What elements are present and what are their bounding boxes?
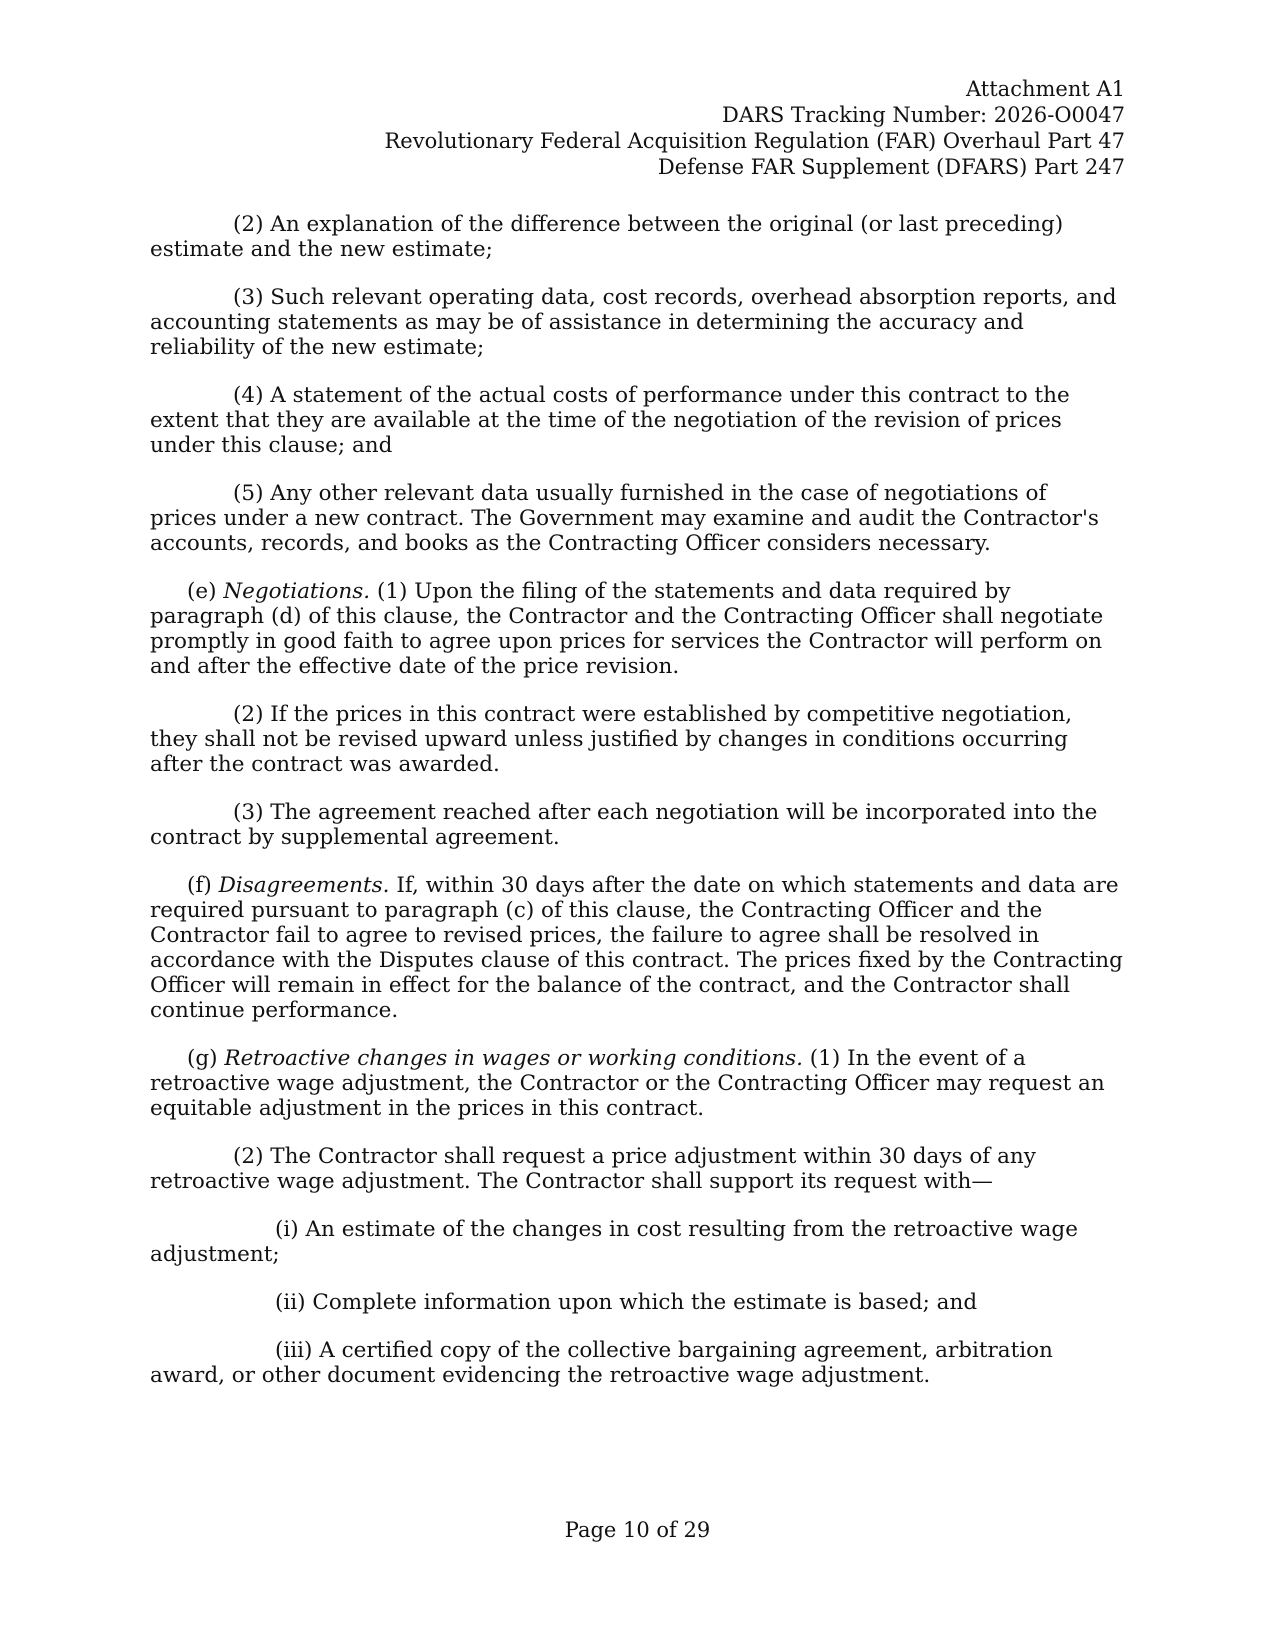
paragraph-g2-ii: (ii) Complete information upon which the estimate is based; and	[275, 1290, 978, 1315]
paragraph-f-prefix: (f)	[187, 873, 219, 898]
document-header	[385, 76, 1126, 180]
paragraph-g-text: (1) In the event of a retroactive wage adjustment, the Contractor or the Contracting Officer may request an equitable adjustment in the prices in this contract.	[150, 1046, 1105, 1121]
page-number: Page 10 of 29	[564, 1518, 711, 1542]
document-body	[150, 212, 1125, 1388]
paragraph-d4: (4) A statement of the actual costs of performance under this contract to the extent that they are available at the time of the negotiation of the revision of prices under this clause; and	[150, 383, 1070, 458]
paragraph-d2: (2) An explanation of the difference between the original (or last preceding) estimate and the new estimate;	[150, 212, 1064, 262]
paragraph-g-retroactive	[150, 1046, 1125, 1121]
paragraph-g2-iii: (iii) A certified copy of the collective bargaining agreement, arbitration award, or other document evidencing the retroactive wage adjustment.	[150, 1338, 1053, 1388]
paragraph-g-prefix: (g)	[187, 1046, 225, 1071]
paragraph-g2-i: (i) An estimate of the changes in cost resulting from the retroactive wage adjustment;	[150, 1217, 1078, 1267]
tracking-number: DARS Tracking Number: 2026-O0047	[722, 103, 1125, 127]
paragraph-e-prefix: (e)	[187, 579, 224, 604]
paragraph-g2: (2) The Contractor shall request a price adjustment within 30 days of any retroactive wage adjustment. The Contractor shall support its request with—	[150, 1144, 1036, 1194]
paragraph-f-heading: Disagreements.	[218, 873, 390, 898]
paragraph-e-text: (1) Upon the filing of the statements and data required by paragraph (d) of this clause, the Contractor and the Contracting Officer shall negotiate promptly in good faith to agree upon prices for services the Contractor will perform on and after the effective date of the price revision.	[150, 579, 1104, 679]
paragraph-d3: (3) Such relevant operating data, cost records, overhead absorption reports, and accounting statements as may be of assistance in determining the accuracy and reliability of the new estimate;	[150, 285, 1117, 360]
paragraph-f-text: If, within 30 days after the date on which statements and data are required pursuant to paragraph (c) of this clause, the Contracting Officer and the Contractor fail to agree to revised prices, the failure to agree shall be resolved in accordance with the Disputes clause of this contract. The prices fixed by the Contracting Officer will remain in effect for the balance of the contract, and the Contractor shall continue performance.	[150, 873, 1123, 1023]
paragraph-e-negotiations	[150, 579, 1125, 679]
paragraph-d5: (5) Any other relevant data usually furnished in the case of negotiations of prices under a new contract. The Government may examine and audit the Contractor's accounts, records, and books as the Contracting Officer considers necessary.	[150, 481, 1099, 556]
paragraph-e2: (2) If the prices in this contract were established by competitive negotiation, they shall not be revised upward unless justified by changes in conditions occurring after the contract was awarded.	[150, 702, 1073, 777]
attachment-label: Attachment A1	[966, 77, 1125, 101]
paragraph-g-heading: Retroactive changes in wages or working conditions.	[224, 1046, 803, 1071]
dfars-part-title: Defense FAR Supplement (DFARS) Part 247	[657, 155, 1125, 179]
paragraph-f-disagreements	[150, 873, 1125, 1023]
far-part-title: Revolutionary Federal Acquisition Regulation (FAR) Overhaul Part 47	[384, 129, 1125, 153]
paragraph-e3: (3) The agreement reached after each negotiation will be incorporated into the contract by supplemental agreement.	[150, 800, 1098, 850]
paragraph-e-heading: Negotiations.	[223, 579, 371, 604]
